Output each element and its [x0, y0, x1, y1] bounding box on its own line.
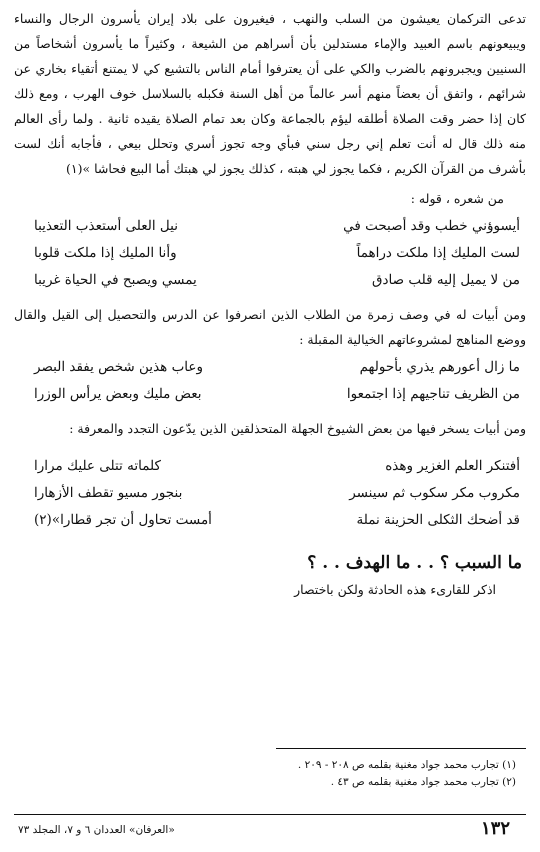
hemistich-right: مكروب مكر سكوب ثم سينسر: [349, 485, 520, 501]
hemistich-right: من لا يميل إليه قلب صادق: [372, 272, 520, 288]
poem-2-line-2: [34, 381, 520, 408]
hemistich-left: بنجور مسيو تقطف الأزهارا: [34, 485, 183, 501]
hemistich-right: لست المليك إذا ملكت دراهماً: [356, 245, 520, 261]
poem-3-line-2: [34, 480, 520, 507]
footnote-2: (٢) تجارب محمد جواد مغنية بقلمه ص ٤٣ .: [330, 776, 516, 788]
hemistich-left: كلماته تتلى عليك مرارا: [34, 458, 161, 474]
poem-intro-1: من شعره ، قوله :: [410, 191, 504, 206]
paragraph-2: ومن أبيات له في وصف زمرة من الطلاب الذين انصرفوا عن الدرس والتحصيل إلى القيل والقال ووضع المناهج لمشروعاتهم الخيالية المقبلة :: [14, 307, 526, 347]
hemistich-left: وعاب هذين شخص يفقد البصر: [34, 359, 203, 375]
journal-citation: «العرفان» العددان ٦ و ٧، المجلد ٧٣: [18, 824, 175, 836]
poem-1-line-1: [34, 213, 520, 240]
hemistich-left: نيل العلى أستعذب التعذيبا: [34, 218, 178, 234]
paragraph-1: تدعى التركمان يعيشون من السلب والنهب ، فيغيرون على بلاد إيران يأسرون الرجال والنساء ويبيعونهم باسم العبيد والإماء مستدلين بأن أسراهم من الشيعة ، وكثيراً ما يأسرون أشخاصاً من السنيين ويجبرونهم بالضرب والكي على أن يعترفوا أمام الناس بالتشيع كي لا يمتنع أتقياء بخاري عن شرائهم ، واتفق أن بعضاً منهم أسر عالماً من أهل السنة فكبله بالسلاسل خوف الهرب ، ومع ذلك كان إذا حضر وقت الصلاة أطلقه ليؤم بالجماعة وكان بعد تمام الصلاة يقيده ثانية . ولما رأى العالم منه ذلك قال له أنت تعلم إني رجل سني فبأي وجه تجوز أسري وتحلل بيعي ، فأجابه أنك لست بأشرف من القرآن الكريم ، فكما يجوز لي هبته ، كذلك يجوز لي هبتك أما البيع فحاشا »(١): [14, 11, 526, 176]
hemistich-left: وأنا المليك إذا ملكت قلوبا: [34, 245, 177, 261]
hemistich-right: أفتنكر العلم الغزير وهذه: [385, 458, 520, 474]
footnotes: [14, 757, 516, 791]
poem-3-line-1: [34, 453, 520, 480]
page-number: ١٣٢: [480, 818, 510, 839]
hemistich-right: قد أضحك الثكلى الحزينة نملة: [356, 512, 520, 528]
poem-2: [14, 354, 526, 408]
hemistich-right: من الظريف تناجيهم إذا اجتمعوا: [346, 386, 520, 402]
hemistich-right: ما زال أعورهم يذري بأحولهم: [359, 359, 520, 375]
section-heading: ما السبب ؟ . . ما الهدف . . ؟: [307, 553, 522, 573]
page-body: [14, 6, 526, 852]
footnote-1: (١) تجارب محمد جواد مغنية بقلمه ص ٢٠٨ - ٢٠٩ .: [297, 759, 516, 771]
hemistich-left: أمست تحاول أن تجر قطارا»(٢): [34, 512, 212, 528]
footer-divider: [14, 814, 526, 815]
hemistich-left: يمسي ويصبح في الحياة غريبا: [34, 272, 197, 288]
poem-1-line-3: [34, 267, 520, 294]
poem-1: [14, 213, 526, 294]
section-first-line: اذكر للقارىء هذه الحادثة ولكن باختصار: [294, 582, 496, 597]
paragraph-3: ومن أبيات يسخر فيها من بعض الشيوخ الجهلة المتحذلقين الذين يدّعون التجدد والمعرفة :: [69, 421, 526, 436]
poem-3: [14, 453, 526, 534]
hemistich-left: بعض مليك وبعض يرأس الوزرا: [34, 386, 202, 402]
hemistich-right: أيسوؤني خطب وقد أصبحت في: [343, 218, 520, 234]
poem-3-line-3: [34, 507, 520, 534]
footnote-divider: [276, 748, 526, 749]
poem-2-line-1: [34, 354, 520, 381]
poem-1-line-2: [34, 240, 520, 267]
